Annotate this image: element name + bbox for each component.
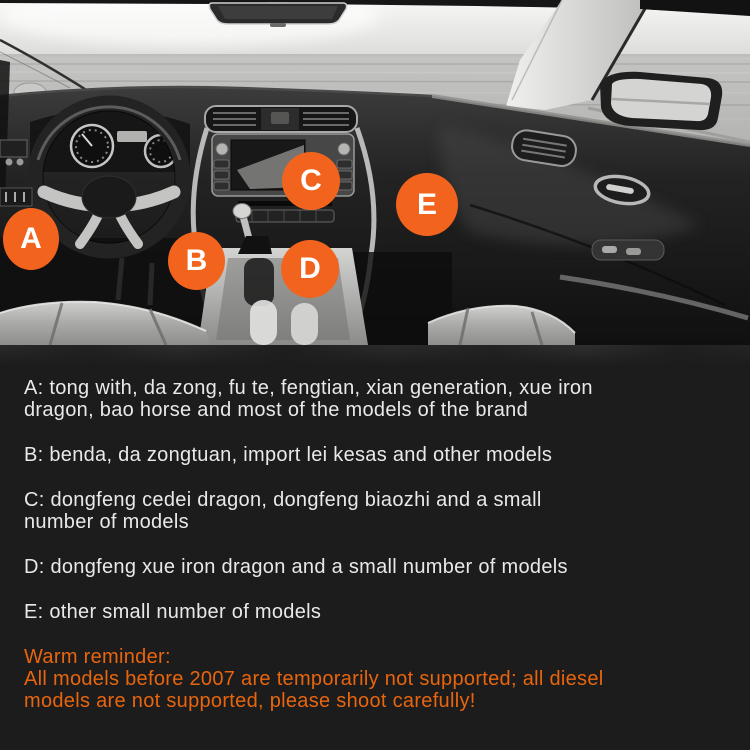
marker-b-label: B: [185, 244, 208, 277]
location-marker-b: [168, 232, 225, 290]
model-compatibility-legend: [24, 377, 736, 712]
legend-item-a-line-2: dragon, bao horse and most of the models of the brand: [24, 399, 528, 421]
marker-c-label: C: [300, 164, 322, 197]
location-marker-a: [3, 208, 59, 270]
location-marker-d: [281, 240, 339, 298]
legend-item-b-line-1: B: benda, da zongtuan, import lei kesas and other models: [24, 444, 553, 466]
center-air-vents: [205, 106, 357, 132]
car-interior-illustration: [0, 0, 750, 345]
warm-reminder-line-2: models are not supported, please shoot carefully!: [24, 690, 476, 712]
window-switches: [592, 240, 664, 260]
location-marker-c: [282, 152, 340, 210]
legend-item-e-line-1: E: other small number of models: [24, 601, 322, 623]
warm-reminder: [24, 646, 736, 712]
marker-e-label: E: [416, 187, 437, 221]
warm-reminder-title: Warm reminder:: [24, 646, 171, 668]
warm-reminder-line-1: All models before 2007 are temporarily not supported; all diesel: [24, 668, 604, 690]
legend-item-e: [24, 601, 736, 623]
legend-item-d: [24, 556, 736, 578]
marker-a-label: A: [20, 222, 42, 255]
legend-item-c: [24, 489, 736, 533]
marker-d-label: D: [299, 252, 321, 285]
legend-item-c-line-2: number of models: [24, 511, 189, 533]
legend-item-d-line-1: D: dongfeng xue iron dragon and a small number of models: [24, 556, 568, 578]
location-marker-e: [396, 173, 458, 236]
car-interior-photo: [0, 0, 750, 345]
legend-item-a: [24, 377, 736, 421]
legend-item-b: [24, 444, 736, 466]
side-mirror: [600, 72, 722, 130]
photo-fade-strip: [0, 345, 750, 368]
rearview-mirror: [209, 2, 346, 27]
legend-item-c-line-1: C: dongfeng cedei dragon, dongfeng biaozhi and a small: [24, 489, 542, 511]
legend-item-a-line-1: A: tong with, da zong, fu te, fengtian, xian generation, xue iron: [24, 377, 593, 399]
